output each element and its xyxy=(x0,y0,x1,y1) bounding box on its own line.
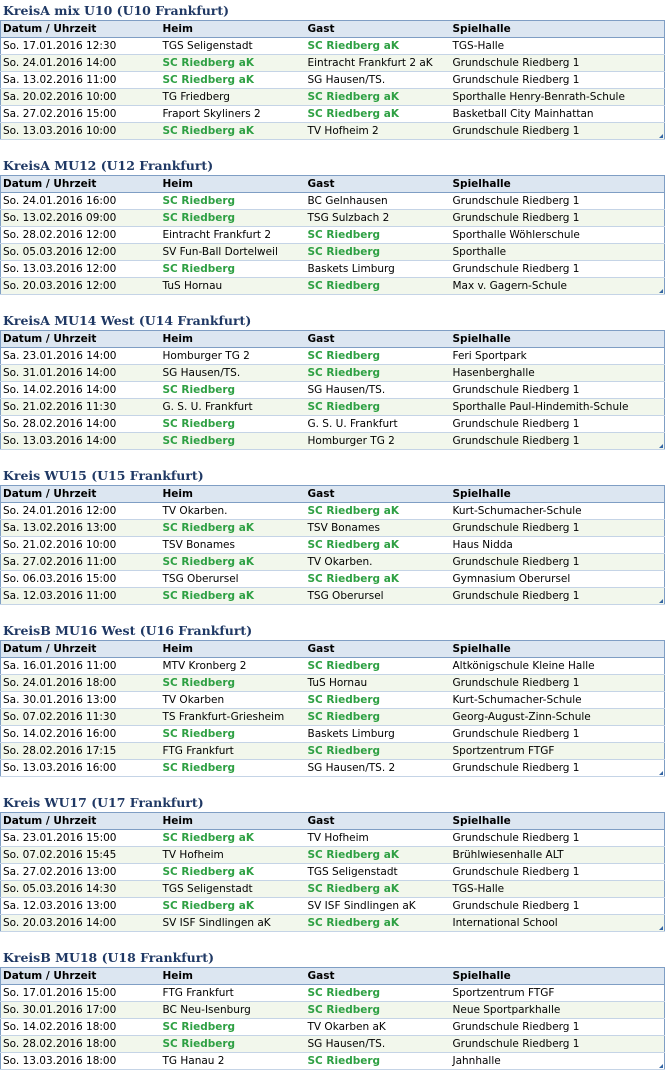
table-row xyxy=(1,433,665,450)
cell-date: So. 17.01.2016 12:30 xyxy=(1,38,161,55)
column-header-hall: Spielhalle xyxy=(451,486,665,503)
cell-date: So. 06.03.2016 15:00 xyxy=(1,571,161,588)
schedule-section xyxy=(0,157,665,295)
column-header-date: Datum / Uhrzeit xyxy=(1,641,161,658)
cell-home: TSV Bonames xyxy=(161,537,306,554)
table-row xyxy=(1,743,665,760)
cell-date: So. 24.01.2016 14:00 xyxy=(1,55,161,72)
schedule-table xyxy=(0,641,665,777)
cell-guest: BC Gelnhausen xyxy=(306,193,451,210)
cell-home: TG Friedberg xyxy=(161,89,306,106)
table-row xyxy=(1,106,665,123)
cell-date: Sa. 23.01.2016 15:00 xyxy=(1,830,161,847)
section-title: KreisB MU18 (U18 Frankfurt) xyxy=(0,949,665,968)
cell-hall: Sporthalle xyxy=(451,244,665,261)
cell-guest: SC Riedberg xyxy=(306,743,451,760)
cell-hall: Grundschule Riedberg 1 xyxy=(451,123,665,140)
header-row xyxy=(1,331,665,348)
cell-guest: TV Okarben aK xyxy=(306,1019,451,1036)
cell-hall: Brühlwiesenhalle ALT xyxy=(451,847,665,864)
cell-hall: Haus Nidda xyxy=(451,537,665,554)
column-header-date: Datum / Uhrzeit xyxy=(1,486,161,503)
cell-home: SC Riedberg aK xyxy=(161,72,306,89)
cell-home: TGS Seligenstadt xyxy=(161,881,306,898)
header-row xyxy=(1,813,665,830)
cell-hall: Grundschule Riedberg 1 xyxy=(451,675,665,692)
cell-date: Sa. 27.02.2016 15:00 xyxy=(1,106,161,123)
table-resize-handle[interactable] xyxy=(659,926,663,930)
cell-home: SC Riedberg aK xyxy=(161,55,306,72)
table-row xyxy=(1,520,665,537)
table-row xyxy=(1,537,665,554)
schedule-table xyxy=(0,331,665,450)
cell-home: SC Riedberg xyxy=(161,726,306,743)
cell-hall: Sporthalle Wöhlerschule xyxy=(451,227,665,244)
cell-hall: Grundschule Riedberg 1 xyxy=(451,864,665,881)
column-header-home: Heim xyxy=(161,641,306,658)
cell-date: So. 28.02.2016 12:00 xyxy=(1,227,161,244)
section-title: KreisA MU12 (U12 Frankfurt) xyxy=(0,157,665,176)
cell-home: TV Okarben. xyxy=(161,503,306,520)
cell-guest: TV Okarben. xyxy=(306,554,451,571)
table-resize-handle[interactable] xyxy=(659,289,663,293)
cell-guest: SG Hausen/TS. xyxy=(306,1036,451,1053)
cell-hall: Grundschule Riedberg 1 xyxy=(451,382,665,399)
table-row xyxy=(1,244,665,261)
column-header-hall: Spielhalle xyxy=(451,813,665,830)
column-header-guest: Gast xyxy=(306,21,451,38)
cell-date: So. 24.01.2016 18:00 xyxy=(1,675,161,692)
cell-hall: Sportzentrum FTGF xyxy=(451,985,665,1002)
cell-guest: TSV Bonames xyxy=(306,520,451,537)
cell-date: So. 13.03.2016 14:00 xyxy=(1,433,161,450)
column-header-date: Datum / Uhrzeit xyxy=(1,21,161,38)
cell-date: Sa. 20.02.2016 10:00 xyxy=(1,89,161,106)
cell-home: TSG Oberursel xyxy=(161,571,306,588)
cell-date: So. 05.03.2016 14:30 xyxy=(1,881,161,898)
column-header-home: Heim xyxy=(161,813,306,830)
cell-date: Sa. 16.01.2016 11:00 xyxy=(1,658,161,675)
column-header-home: Heim xyxy=(161,486,306,503)
table-row xyxy=(1,1053,665,1070)
table-row xyxy=(1,658,665,675)
section-title: Kreis WU17 (U17 Frankfurt) xyxy=(0,794,665,813)
cell-date: So. 07.02.2016 15:45 xyxy=(1,847,161,864)
table-row xyxy=(1,72,665,89)
cell-guest: TSG Oberursel xyxy=(306,588,451,605)
cell-guest: TV Hofheim xyxy=(306,830,451,847)
cell-hall: Hasenberghalle xyxy=(451,365,665,382)
table-row xyxy=(1,571,665,588)
section-title: KreisA MU14 West (U14 Frankfurt) xyxy=(0,312,665,331)
table-row xyxy=(1,692,665,709)
cell-home: SC Riedberg xyxy=(161,193,306,210)
cell-home: Homburger TG 2 xyxy=(161,348,306,365)
cell-date: So. 05.03.2016 12:00 xyxy=(1,244,161,261)
table-row xyxy=(1,675,665,692)
column-header-guest: Gast xyxy=(306,176,451,193)
cell-guest: TGS Seligenstadt xyxy=(306,864,451,881)
schedule-table xyxy=(0,176,665,295)
column-header-guest: Gast xyxy=(306,641,451,658)
column-header-hall: Spielhalle xyxy=(451,968,665,985)
cell-date: So. 28.02.2016 18:00 xyxy=(1,1036,161,1053)
cell-guest: SC Riedberg aK xyxy=(306,571,451,588)
cell-hall: Grundschule Riedberg 1 xyxy=(451,433,665,450)
section-title: Kreis WU15 (U15 Frankfurt) xyxy=(0,467,665,486)
cell-home: MTV Kronberg 2 xyxy=(161,658,306,675)
cell-guest: Eintracht Frankfurt 2 aK xyxy=(306,55,451,72)
cell-home: Eintracht Frankfurt 2 xyxy=(161,227,306,244)
cell-home: SC Riedberg xyxy=(161,261,306,278)
cell-guest: Baskets Limburg xyxy=(306,726,451,743)
cell-home: TV Hofheim xyxy=(161,847,306,864)
cell-hall: Sporthalle Paul-Hindemith-Schule xyxy=(451,399,665,416)
cell-home: SC Riedberg aK xyxy=(161,554,306,571)
table-row xyxy=(1,416,665,433)
cell-date: So. 07.02.2016 11:30 xyxy=(1,709,161,726)
cell-guest: SC Riedberg aK xyxy=(306,847,451,864)
cell-home: FTG Frankfurt xyxy=(161,743,306,760)
table-row xyxy=(1,365,665,382)
table-row xyxy=(1,399,665,416)
cell-guest: SC Riedberg xyxy=(306,1002,451,1019)
cell-guest: SC Riedberg xyxy=(306,365,451,382)
table-row xyxy=(1,554,665,571)
cell-guest: SV ISF Sindlingen aK xyxy=(306,898,451,915)
cell-guest: SC Riedberg aK xyxy=(306,915,451,932)
cell-home: SC Riedberg xyxy=(161,433,306,450)
cell-date: So. 13.03.2016 16:00 xyxy=(1,760,161,777)
table-resize-handle[interactable] xyxy=(659,134,663,138)
column-header-date: Datum / Uhrzeit xyxy=(1,176,161,193)
cell-guest: SC Riedberg aK xyxy=(306,38,451,55)
cell-home: SC Riedberg aK xyxy=(161,520,306,537)
cell-hall: Grundschule Riedberg 1 xyxy=(451,193,665,210)
table-row xyxy=(1,1019,665,1036)
column-header-home: Heim xyxy=(161,21,306,38)
table-row xyxy=(1,227,665,244)
cell-hall: Grundschule Riedberg 1 xyxy=(451,1019,665,1036)
column-header-hall: Spielhalle xyxy=(451,641,665,658)
cell-date: So. 28.02.2016 14:00 xyxy=(1,416,161,433)
cell-hall: Kurt-Schumacher-Schule xyxy=(451,503,665,520)
cell-home: SC Riedberg aK xyxy=(161,588,306,605)
header-row xyxy=(1,486,665,503)
cell-date: So. 13.03.2016 18:00 xyxy=(1,1053,161,1070)
cell-guest: SC Riedberg aK xyxy=(306,881,451,898)
cell-home: SC Riedberg xyxy=(161,1036,306,1053)
column-header-home: Heim xyxy=(161,968,306,985)
table-row xyxy=(1,123,665,140)
cell-guest: SC Riedberg xyxy=(306,709,451,726)
cell-home: TuS Hornau xyxy=(161,278,306,295)
table-row xyxy=(1,847,665,864)
cell-date: So. 14.02.2016 16:00 xyxy=(1,726,161,743)
column-header-date: Datum / Uhrzeit xyxy=(1,813,161,830)
schedule-table xyxy=(0,968,665,1070)
cell-date: Sa. 30.01.2016 13:00 xyxy=(1,692,161,709)
cell-guest: SC Riedberg aK xyxy=(306,106,451,123)
cell-guest: SC Riedberg xyxy=(306,1053,451,1070)
cell-home: TS Frankfurt-Griesheim xyxy=(161,709,306,726)
schedule-section xyxy=(0,312,665,450)
cell-hall: Grundschule Riedberg 1 xyxy=(451,830,665,847)
header-row xyxy=(1,21,665,38)
cell-guest: SG Hausen/TS. 2 xyxy=(306,760,451,777)
cell-guest: SC Riedberg xyxy=(306,658,451,675)
cell-hall: Grundschule Riedberg 1 xyxy=(451,210,665,227)
header-row xyxy=(1,176,665,193)
cell-home: TV Okarben xyxy=(161,692,306,709)
cell-home: TGS Seligenstadt xyxy=(161,38,306,55)
cell-hall: Grundschule Riedberg 1 xyxy=(451,261,665,278)
cell-hall: Grundschule Riedberg 1 xyxy=(451,588,665,605)
cell-guest: TuS Hornau xyxy=(306,675,451,692)
cell-home: SC Riedberg aK xyxy=(161,830,306,847)
column-header-guest: Gast xyxy=(306,331,451,348)
cell-date: So. 21.02.2016 11:30 xyxy=(1,399,161,416)
table-row xyxy=(1,261,665,278)
cell-hall: Neue Sportparkhalle xyxy=(451,1002,665,1019)
section-title: KreisB MU16 West (U16 Frankfurt) xyxy=(0,622,665,641)
column-header-date: Datum / Uhrzeit xyxy=(1,968,161,985)
cell-guest: Baskets Limburg xyxy=(306,261,451,278)
cell-hall: International School xyxy=(451,915,665,932)
column-header-guest: Gast xyxy=(306,486,451,503)
cell-guest: SC Riedberg aK xyxy=(306,89,451,106)
schedule-table xyxy=(0,486,665,605)
table-row xyxy=(1,382,665,399)
table-row xyxy=(1,193,665,210)
cell-home: FTG Frankfurt xyxy=(161,985,306,1002)
schedule-section xyxy=(0,2,665,140)
cell-hall: Grundschule Riedberg 1 xyxy=(451,72,665,89)
cell-home: SV ISF Sindlingen aK xyxy=(161,915,306,932)
cell-guest: SC Riedberg xyxy=(306,692,451,709)
column-header-guest: Gast xyxy=(306,968,451,985)
cell-home: SC Riedberg xyxy=(161,382,306,399)
column-header-hall: Spielhalle xyxy=(451,176,665,193)
cell-date: Sa. 27.02.2016 13:00 xyxy=(1,864,161,881)
cell-hall: Sporthalle Henry-Benrath-Schule xyxy=(451,89,665,106)
cell-home: SC Riedberg xyxy=(161,760,306,777)
table-row xyxy=(1,210,665,227)
table-row xyxy=(1,760,665,777)
column-header-date: Datum / Uhrzeit xyxy=(1,331,161,348)
cell-home: SG Hausen/TS. xyxy=(161,365,306,382)
column-header-hall: Spielhalle xyxy=(451,21,665,38)
table-resize-handle[interactable] xyxy=(659,599,663,603)
cell-date: So. 24.01.2016 12:00 xyxy=(1,503,161,520)
cell-home: SC Riedberg xyxy=(161,675,306,692)
schedule-section xyxy=(0,794,665,932)
cell-hall: Max v. Gagern-Schule xyxy=(451,278,665,295)
table-row xyxy=(1,985,665,1002)
cell-date: So. 17.01.2016 15:00 xyxy=(1,985,161,1002)
cell-hall: Kurt-Schumacher-Schule xyxy=(451,692,665,709)
cell-date: So. 20.03.2016 14:00 xyxy=(1,915,161,932)
cell-date: Sa. 13.02.2016 11:00 xyxy=(1,72,161,89)
cell-guest: SG Hausen/TS. xyxy=(306,72,451,89)
cell-home: SC Riedberg xyxy=(161,416,306,433)
cell-date: So. 13.03.2016 10:00 xyxy=(1,123,161,140)
table-row xyxy=(1,348,665,365)
cell-guest: SC Riedberg xyxy=(306,399,451,416)
schedule-section xyxy=(0,467,665,605)
cell-home: SC Riedberg aK xyxy=(161,864,306,881)
cell-hall: Grundschule Riedberg 1 xyxy=(451,520,665,537)
cell-date: So. 14.02.2016 14:00 xyxy=(1,382,161,399)
table-resize-handle[interactable] xyxy=(659,444,663,448)
cell-home: G. S. U. Frankfurt xyxy=(161,399,306,416)
cell-date: So. 14.02.2016 18:00 xyxy=(1,1019,161,1036)
cell-hall: Grundschule Riedberg 1 xyxy=(451,554,665,571)
table-row xyxy=(1,830,665,847)
cell-guest: SC Riedberg aK xyxy=(306,537,451,554)
table-row xyxy=(1,1002,665,1019)
table-row xyxy=(1,38,665,55)
table-row xyxy=(1,89,665,106)
table-row xyxy=(1,1036,665,1053)
table-row xyxy=(1,278,665,295)
column-header-home: Heim xyxy=(161,176,306,193)
cell-date: So. 28.02.2016 17:15 xyxy=(1,743,161,760)
cell-date: So. 21.02.2016 10:00 xyxy=(1,537,161,554)
table-row xyxy=(1,881,665,898)
cell-guest: SC Riedberg aK xyxy=(306,503,451,520)
section-title: KreisA mix U10 (U10 Frankfurt) xyxy=(0,2,665,21)
cell-home: TG Hanau 2 xyxy=(161,1053,306,1070)
cell-home: SC Riedberg xyxy=(161,210,306,227)
cell-date: Sa. 23.01.2016 14:00 xyxy=(1,348,161,365)
column-header-hall: Spielhalle xyxy=(451,331,665,348)
cell-hall: TGS-Halle xyxy=(451,881,665,898)
cell-date: Sa. 12.03.2016 11:00 xyxy=(1,588,161,605)
schedule-table xyxy=(0,813,665,932)
cell-hall: TGS-Halle xyxy=(451,38,665,55)
cell-hall: Feri Sportpark xyxy=(451,348,665,365)
table-resize-handle[interactable] xyxy=(659,1064,663,1068)
table-row xyxy=(1,726,665,743)
cell-hall: Georg-August-Zinn-Schule xyxy=(451,709,665,726)
cell-guest: G. S. U. Frankfurt xyxy=(306,416,451,433)
cell-guest: TSG Sulzbach 2 xyxy=(306,210,451,227)
cell-guest: TV Hofheim 2 xyxy=(306,123,451,140)
cell-hall: Grundschule Riedberg 1 xyxy=(451,416,665,433)
cell-date: So. 31.01.2016 14:00 xyxy=(1,365,161,382)
cell-hall: Jahnhalle xyxy=(451,1053,665,1070)
cell-hall: Basketball City Mainhattan xyxy=(451,106,665,123)
cell-home: SV Fun-Ball Dortelweil xyxy=(161,244,306,261)
cell-guest: SG Hausen/TS. xyxy=(306,382,451,399)
cell-hall: Grundschule Riedberg 1 xyxy=(451,726,665,743)
cell-guest: SC Riedberg xyxy=(306,348,451,365)
cell-guest: SC Riedberg xyxy=(306,278,451,295)
cell-guest: SC Riedberg xyxy=(306,985,451,1002)
cell-hall: Grundschule Riedberg 1 xyxy=(451,55,665,72)
column-header-guest: Gast xyxy=(306,813,451,830)
cell-home: SC Riedberg xyxy=(161,1019,306,1036)
table-row xyxy=(1,709,665,726)
cell-home: BC Neu-Isenburg xyxy=(161,1002,306,1019)
cell-home: SC Riedberg aK xyxy=(161,123,306,140)
table-row xyxy=(1,898,665,915)
table-row xyxy=(1,55,665,72)
cell-date: So. 30.01.2016 17:00 xyxy=(1,1002,161,1019)
schedule-section xyxy=(0,622,665,777)
header-row xyxy=(1,968,665,985)
cell-home: SC Riedberg aK xyxy=(161,898,306,915)
header-row xyxy=(1,641,665,658)
cell-date: So. 20.03.2016 12:00 xyxy=(1,278,161,295)
cell-hall: Grundschule Riedberg 1 xyxy=(451,760,665,777)
cell-hall: Sportzentrum FTGF xyxy=(451,743,665,760)
cell-guest: Homburger TG 2 xyxy=(306,433,451,450)
cell-date: Sa. 27.02.2016 11:00 xyxy=(1,554,161,571)
table-row xyxy=(1,915,665,932)
schedule-table xyxy=(0,21,665,140)
table-row xyxy=(1,503,665,520)
column-header-home: Heim xyxy=(161,331,306,348)
table-resize-handle[interactable] xyxy=(659,771,663,775)
cell-date: So. 24.01.2016 16:00 xyxy=(1,193,161,210)
cell-home: Fraport Skyliners 2 xyxy=(161,106,306,123)
cell-date: Sa. 13.02.2016 13:00 xyxy=(1,520,161,537)
cell-date: So. 13.02.2016 09:00 xyxy=(1,210,161,227)
table-row xyxy=(1,864,665,881)
cell-hall: Grundschule Riedberg 1 xyxy=(451,898,665,915)
cell-date: So. 13.03.2016 12:00 xyxy=(1,261,161,278)
cell-date: Sa. 12.03.2016 13:00 xyxy=(1,898,161,915)
cell-hall: Gymnasium Oberursel xyxy=(451,571,665,588)
cell-guest: SC Riedberg xyxy=(306,227,451,244)
cell-hall: Grundschule Riedberg 1 xyxy=(451,1036,665,1053)
cell-guest: SC Riedberg xyxy=(306,244,451,261)
cell-hall: Altkönigschule Kleine Halle xyxy=(451,658,665,675)
schedule-section xyxy=(0,949,665,1070)
table-row xyxy=(1,588,665,605)
